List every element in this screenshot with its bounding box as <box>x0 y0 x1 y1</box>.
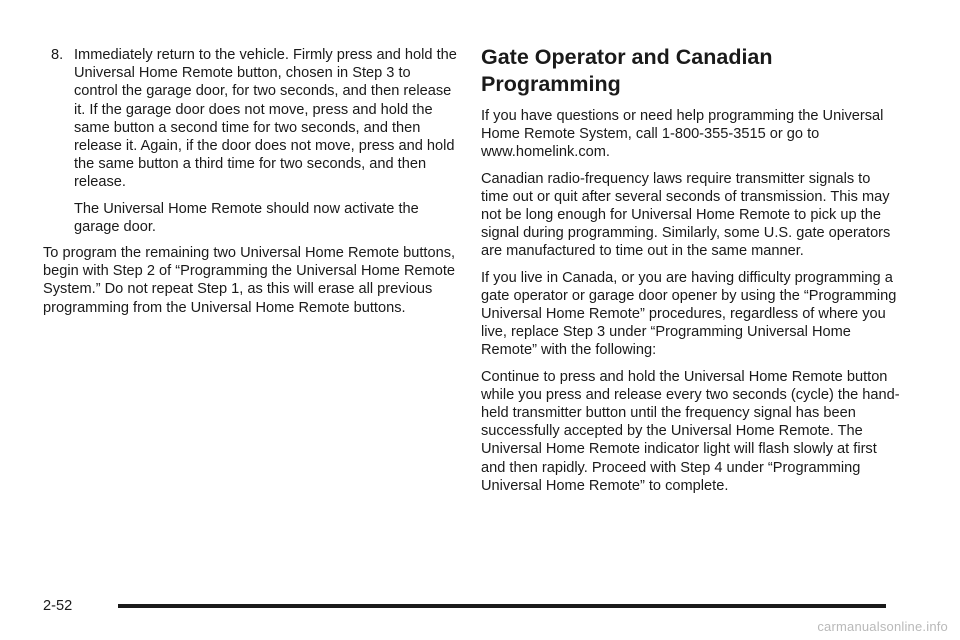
step-note: The Universal Home Remote should now activate the garage door. <box>74 200 419 235</box>
right-column <box>481 44 901 503</box>
step-text: Immediately return to the vehicle. Firmly press and hold the Universal Home Remote button, chosen in Step 3 to control the garage door, for two seconds, and then release it. If the garage door does not move, press and hold the same button a second time for two seconds, and then release it. Again, if the door does not move, press and hold the same button a third time for two seconds, and then release. <box>74 47 457 191</box>
page-number: 2-52 <box>43 598 73 614</box>
section-heading: Gate Operator and Canadian Programming <box>481 45 773 96</box>
step-number: 8. <box>51 47 64 63</box>
right-paragraph-3: If you live in Canada, or you are having difficulty programming a gate operator or garage door opener by using the “Programming Universal Home Remote” procedures, regardless of where you live, replace Step 3 under “Programming Universal Home Remote” with the following: <box>481 269 897 359</box>
watermark: carmanualsonline.info <box>817 619 948 634</box>
right-paragraph-1: If you have questions or need help programming the Universal Home Remote System, call 1-800-355-3515 or go to www.homelink.com. <box>481 108 884 161</box>
step-8 <box>43 46 457 192</box>
right-paragraph-2: Canadian radio-frequency laws require transmitter signals to time out or quit after several seconds of transmission. This may not be long enough for Universal Home Remote to pick up the signal during programming. Similarly, some U.S. gate operators are manufactured to time out in the same manner. <box>481 170 891 260</box>
right-paragraph-4: Continue to press and hold the Universal Home Remote button while you press and release every two seconds (cycle) the hand-held transmitter button until the frequency signal has been successfully accepted by the Universal Home Remote. The Universal Home Remote indicator light will flash slowly at first and then rapidly. Proceed with Step 4 under “Programming Universal Home Remote” to complete. <box>481 368 900 494</box>
footer-rule <box>118 604 886 608</box>
left-column <box>43 46 457 325</box>
left-paragraph: To program the remaining two Universal Home Remote buttons, begin with Step 2 of “Programming the Universal Home Remote System.” Do not repeat Step 1, as this will erase all previous programming from the Universal Home Remote buttons. <box>43 245 456 316</box>
